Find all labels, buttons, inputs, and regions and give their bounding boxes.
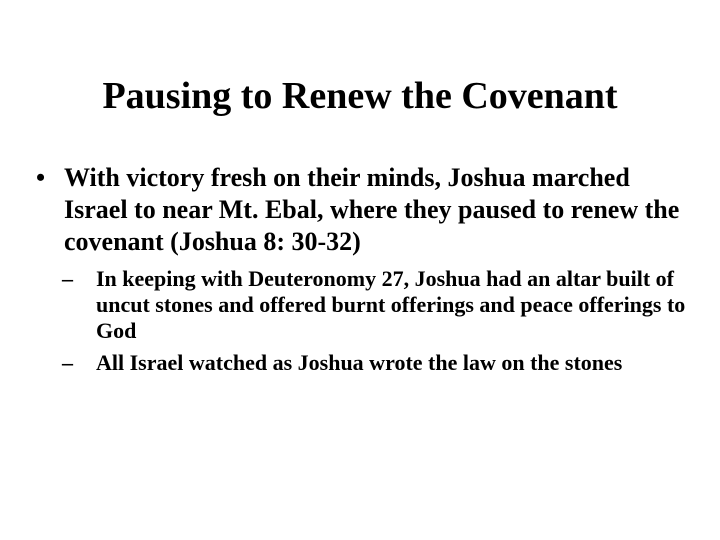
sub-bullet-text: In keeping with Deuteronomy 27, Joshua had an altar built of uncut stones and offered burnt offerings and peace offerings to God — [96, 266, 686, 343]
bullet-item — [36, 162, 686, 258]
sub-bullet-marker: – — [62, 266, 73, 291]
sub-bullet-text: All Israel watched as Joshua wrote the law on the stones — [96, 350, 623, 375]
sub-bullet-item — [62, 350, 686, 376]
bullet-marker: • — [36, 163, 46, 192]
sub-bullet-marker: – — [62, 350, 73, 375]
slide-title: Pausing to Renew the Covenant — [102, 75, 618, 117]
slide-body — [36, 162, 686, 376]
sub-bullet-list — [36, 266, 686, 376]
bullet-text: With victory fresh on their minds, Joshua marched Israel to near Mt. Ebal, where they paused to renew the covenant (Joshua 8: 30-32) — [64, 163, 680, 256]
sub-bullet-item — [62, 266, 686, 344]
